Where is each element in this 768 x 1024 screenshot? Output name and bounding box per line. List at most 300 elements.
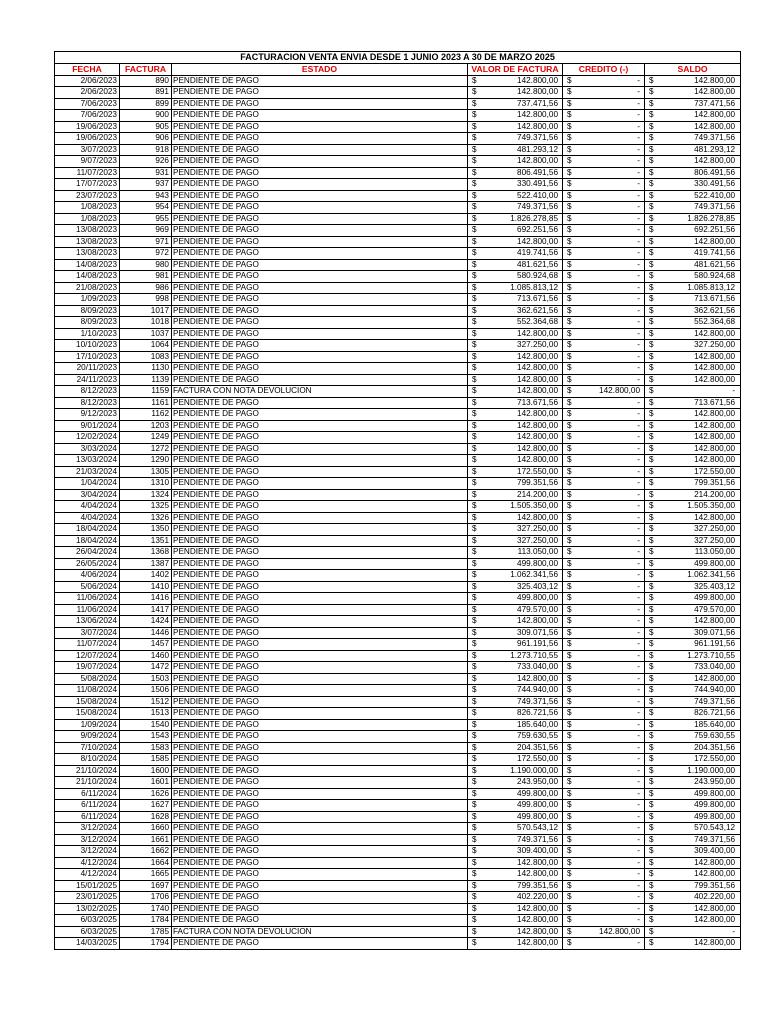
row-saldo-amount: 749.371,56	[694, 133, 736, 142]
table-body	[55, 75, 741, 949]
table-row	[55, 915, 741, 927]
row-date: 3/12/2024	[55, 834, 120, 846]
row-valor-amount: 142.800,00	[517, 455, 558, 464]
row-credito	[563, 305, 645, 317]
currency-symbol: $	[567, 742, 572, 752]
row-credito-amount: -	[637, 305, 640, 315]
row-saldo	[645, 915, 741, 927]
row-factura: 890	[120, 75, 172, 87]
currency-symbol: $	[649, 788, 654, 798]
table-row	[55, 926, 741, 938]
row-saldo	[645, 800, 741, 812]
currency-symbol: $	[472, 869, 477, 878]
row-factura: 1416	[120, 593, 172, 605]
row-date: 5/08/2024	[55, 673, 120, 685]
row-date: 4/04/2024	[55, 501, 120, 513]
row-credito-amount: -	[637, 788, 640, 798]
row-valor-amount: 733.040,00	[517, 662, 558, 671]
row-valor	[468, 443, 563, 455]
currency-symbol: $	[567, 75, 572, 85]
table-row	[55, 443, 741, 455]
row-saldo	[645, 903, 741, 915]
currency-symbol: $	[472, 236, 477, 246]
table-row	[55, 604, 741, 616]
row-saldo	[645, 777, 741, 789]
currency-symbol: $	[649, 455, 654, 464]
currency-symbol: $	[567, 892, 572, 901]
currency-symbol: $	[649, 501, 654, 510]
row-credito-amount: 142.800,00	[599, 386, 640, 395]
row-estado: PENDIENTE DE PAGO	[172, 570, 468, 582]
row-saldo-amount: 142.800,00	[694, 512, 736, 522]
currency-symbol: $	[649, 616, 654, 625]
row-credito	[563, 213, 645, 225]
row-valor-amount: 737.471,56	[517, 98, 558, 108]
row-credito	[563, 202, 645, 214]
row-saldo-amount: 142.800,00	[694, 432, 736, 441]
currency-symbol: $	[649, 179, 654, 188]
currency-symbol: $	[472, 294, 477, 303]
row-valor-amount: 744.940,00	[517, 685, 558, 694]
row-saldo-amount: 419.741,56	[694, 248, 736, 257]
row-valor	[468, 213, 563, 225]
row-valor	[468, 754, 563, 766]
row-credito	[563, 98, 645, 110]
row-credito	[563, 604, 645, 616]
row-credito	[563, 880, 645, 892]
row-estado: PENDIENTE DE PAGO	[172, 535, 468, 547]
row-saldo-amount: 499.800,00	[694, 593, 736, 602]
row-valor	[468, 466, 563, 478]
row-valor	[468, 823, 563, 835]
row-estado: PENDIENTE DE PAGO	[172, 731, 468, 743]
row-estado: PENDIENTE DE PAGO	[172, 512, 468, 524]
row-valor	[468, 397, 563, 409]
table-row	[55, 696, 741, 708]
currency-symbol: $	[567, 719, 572, 729]
row-credito-amount: -	[637, 248, 640, 257]
row-credito-amount: -	[637, 593, 640, 602]
row-valor-amount: 309.400,00	[517, 846, 558, 855]
row-date: 20/11/2023	[55, 363, 120, 375]
row-saldo	[645, 443, 741, 455]
currency-symbol: $	[472, 202, 477, 211]
currency-symbol: $	[567, 317, 572, 326]
row-saldo-amount: -	[732, 926, 736, 936]
row-estado: PENDIENTE DE PAGO	[172, 271, 468, 283]
table-row	[55, 363, 741, 375]
currency-symbol: $	[567, 397, 572, 407]
row-valor-amount: 172.550,00	[517, 466, 558, 476]
currency-symbol: $	[472, 443, 477, 453]
row-saldo-amount: 142.800,00	[694, 409, 736, 418]
row-credito	[563, 524, 645, 536]
row-saldo	[645, 719, 741, 731]
row-date: 18/04/2024	[55, 535, 120, 547]
row-credito-amount: -	[637, 282, 640, 292]
currency-symbol: $	[567, 213, 572, 223]
row-credito-amount: -	[637, 110, 640, 119]
row-valor	[468, 282, 563, 294]
row-credito	[563, 719, 645, 731]
row-valor	[468, 915, 563, 927]
row-estado: PENDIENTE DE PAGO	[172, 121, 468, 133]
row-credito-amount: -	[637, 834, 640, 844]
row-factura: 998	[120, 294, 172, 306]
currency-symbol: $	[567, 167, 572, 177]
currency-symbol: $	[649, 420, 654, 430]
row-credito-amount: -	[637, 915, 640, 924]
table-row	[55, 397, 741, 409]
row-estado: PENDIENTE DE PAGO	[172, 248, 468, 260]
row-credito	[563, 570, 645, 582]
row-saldo	[645, 409, 741, 421]
row-factura: 891	[120, 87, 172, 99]
row-valor-amount: 142.800,00	[517, 915, 558, 924]
table-row	[55, 731, 741, 743]
row-saldo	[645, 156, 741, 168]
row-estado: PENDIENTE DE PAGO	[172, 834, 468, 846]
row-date: 8/10/2024	[55, 754, 120, 766]
currency-symbol: $	[649, 627, 654, 637]
currency-symbol: $	[567, 547, 572, 556]
row-saldo	[645, 259, 741, 271]
currency-symbol: $	[567, 938, 572, 947]
currency-symbol: $	[649, 409, 654, 418]
currency-symbol: $	[649, 869, 654, 878]
row-saldo-amount: 1.826.278,85	[687, 213, 736, 223]
row-valor-amount: 1.190.000,00	[510, 765, 558, 775]
currency-symbol: $	[567, 570, 572, 579]
row-date: 21/10/2024	[55, 777, 120, 789]
row-date: 26/05/2024	[55, 558, 120, 570]
row-date: 17/07/2023	[55, 179, 120, 191]
row-credito	[563, 834, 645, 846]
row-date: 7/10/2024	[55, 742, 120, 754]
row-valor	[468, 604, 563, 616]
table-row	[55, 144, 741, 156]
currency-symbol: $	[649, 926, 654, 936]
table-row	[55, 535, 741, 547]
row-saldo	[645, 213, 741, 225]
row-saldo-amount: 522.410,00	[694, 190, 736, 200]
currency-symbol: $	[649, 834, 654, 844]
row-credito	[563, 455, 645, 467]
currency-symbol: $	[649, 524, 654, 533]
row-date: 1/09/2024	[55, 719, 120, 731]
row-valor-amount: 325.403,12	[517, 581, 558, 591]
row-credito	[563, 294, 645, 306]
row-date: 11/06/2024	[55, 593, 120, 605]
row-estado: PENDIENTE DE PAGO	[172, 420, 468, 432]
row-saldo	[645, 202, 741, 214]
row-credito-amount: -	[637, 673, 640, 683]
row-credito	[563, 926, 645, 938]
row-factura: 1665	[120, 869, 172, 881]
row-saldo	[645, 420, 741, 432]
row-valor	[468, 742, 563, 754]
row-date: 1/08/2023	[55, 213, 120, 225]
row-credito	[563, 121, 645, 133]
row-saldo	[645, 834, 741, 846]
row-date: 15/08/2024	[55, 696, 120, 708]
currency-symbol: $	[567, 903, 572, 913]
row-saldo-amount: 733.040,00	[694, 662, 736, 671]
row-estado: PENDIENTE DE PAGO	[172, 397, 468, 409]
row-saldo-amount: 1.062.341,56	[687, 570, 736, 579]
row-date: 1/04/2024	[55, 478, 120, 490]
row-credito-amount: -	[637, 708, 640, 717]
row-saldo-amount: 327.250,00	[694, 535, 736, 545]
table-row	[55, 627, 741, 639]
currency-symbol: $	[567, 869, 572, 878]
row-valor-amount: 799.351,56	[517, 880, 558, 890]
row-factura: 1472	[120, 662, 172, 674]
row-valor-amount: 499.800,00	[517, 593, 558, 602]
row-valor	[468, 719, 563, 731]
currency-symbol: $	[472, 328, 477, 338]
currency-symbol: $	[567, 880, 572, 890]
row-saldo-amount: 749.371,56	[694, 834, 736, 844]
currency-symbol: $	[567, 443, 572, 453]
row-date: 3/04/2024	[55, 489, 120, 501]
currency-symbol: $	[472, 248, 477, 257]
row-estado: PENDIENTE DE PAGO	[172, 317, 468, 329]
row-estado: PENDIENTE DE PAGO	[172, 98, 468, 110]
table-row	[55, 133, 741, 145]
row-credito-amount: -	[637, 869, 640, 878]
currency-symbol: $	[567, 558, 572, 568]
currency-symbol: $	[649, 144, 654, 154]
table-row	[55, 248, 741, 260]
row-credito	[563, 535, 645, 547]
currency-symbol: $	[567, 673, 572, 683]
row-saldo-amount: 961.191,56	[694, 639, 736, 648]
row-valor-amount: 479.570,00	[517, 604, 558, 614]
row-date: 11/07/2023	[55, 167, 120, 179]
row-estado: PENDIENTE DE PAGO	[172, 616, 468, 628]
currency-symbol: $	[649, 236, 654, 246]
row-valor	[468, 570, 563, 582]
row-credito	[563, 317, 645, 329]
row-valor	[468, 305, 563, 317]
row-estado: FACTURA CON NOTA DEVOLUCION	[172, 926, 468, 938]
row-date: 8/09/2023	[55, 317, 120, 329]
row-credito	[563, 225, 645, 237]
row-estado: FACTURA CON NOTA DEVOLUCION	[172, 386, 468, 398]
currency-symbol: $	[649, 742, 654, 752]
table-row	[55, 259, 741, 271]
row-credito	[563, 190, 645, 202]
row-date: 19/07/2024	[55, 662, 120, 674]
row-factura: 1351	[120, 535, 172, 547]
currency-symbol: $	[649, 478, 654, 487]
row-estado: PENDIENTE DE PAGO	[172, 455, 468, 467]
row-saldo	[645, 317, 741, 329]
row-estado: PENDIENTE DE PAGO	[172, 409, 468, 421]
currency-symbol: $	[649, 857, 654, 867]
currency-symbol: $	[567, 409, 572, 418]
row-credito	[563, 915, 645, 927]
row-saldo-amount: 499.800,00	[694, 811, 736, 821]
currency-symbol: $	[472, 558, 477, 568]
row-valor	[468, 616, 563, 628]
currency-symbol: $	[567, 777, 572, 786]
row-credito	[563, 75, 645, 87]
currency-symbol: $	[472, 144, 477, 154]
row-credito-amount: -	[637, 466, 640, 476]
currency-symbol: $	[649, 351, 654, 361]
row-estado: PENDIENTE DE PAGO	[172, 363, 468, 375]
row-date: 11/07/2024	[55, 639, 120, 651]
currency-symbol: $	[649, 673, 654, 683]
row-saldo-amount: 142.800,00	[694, 857, 736, 867]
row-saldo	[645, 846, 741, 858]
row-factura: 1325	[120, 501, 172, 513]
row-credito-amount: -	[637, 259, 640, 269]
currency-symbol: $	[567, 432, 572, 441]
row-saldo	[645, 98, 741, 110]
row-credito-amount: -	[637, 535, 640, 545]
row-date: 13/08/2023	[55, 248, 120, 260]
row-valor	[468, 846, 563, 858]
row-credito-amount: -	[637, 213, 640, 223]
table-row	[55, 524, 741, 536]
row-valor	[468, 98, 563, 110]
currency-symbol: $	[472, 225, 477, 234]
row-saldo	[645, 87, 741, 99]
row-factura: 1310	[120, 478, 172, 490]
currency-symbol: $	[567, 846, 572, 855]
row-credito	[563, 800, 645, 812]
row-factura: 1272	[120, 443, 172, 455]
invoice-table	[54, 51, 741, 950]
row-valor-amount: 580.924,68	[517, 271, 558, 280]
row-valor-amount: 1.273.710,55	[510, 650, 558, 660]
row-date: 6/03/2025	[55, 915, 120, 927]
currency-symbol: $	[649, 363, 654, 372]
row-saldo-amount: 172.550,00	[694, 466, 736, 476]
currency-symbol: $	[649, 604, 654, 614]
table-row	[55, 593, 741, 605]
row-credito	[563, 811, 645, 823]
currency-symbol: $	[472, 742, 477, 752]
row-estado: PENDIENTE DE PAGO	[172, 788, 468, 800]
row-saldo	[645, 570, 741, 582]
row-valor	[468, 788, 563, 800]
currency-symbol: $	[649, 547, 654, 556]
row-valor	[468, 340, 563, 352]
currency-symbol: $	[567, 340, 572, 349]
row-credito	[563, 259, 645, 271]
row-valor-amount: 499.800,00	[517, 788, 558, 798]
row-credito	[563, 328, 645, 340]
row-factura: 1402	[120, 570, 172, 582]
row-valor	[468, 639, 563, 651]
currency-symbol: $	[649, 811, 654, 821]
row-estado: PENDIENTE DE PAGO	[172, 340, 468, 352]
row-credito-amount: -	[637, 87, 640, 96]
row-valor	[468, 857, 563, 869]
row-estado: PENDIENTE DE PAGO	[172, 846, 468, 858]
row-estado: PENDIENTE DE PAGO	[172, 823, 468, 835]
row-factura: 1661	[120, 834, 172, 846]
currency-symbol: $	[472, 708, 477, 717]
row-credito	[563, 903, 645, 915]
row-date: 21/08/2023	[55, 282, 120, 294]
row-credito	[563, 110, 645, 122]
row-valor	[468, 880, 563, 892]
row-valor-amount: 142.800,00	[517, 328, 558, 338]
row-credito-amount: -	[637, 340, 640, 349]
currency-symbol: $	[649, 696, 654, 706]
table-row	[55, 328, 741, 340]
row-valor-amount: 362.621,56	[517, 305, 558, 315]
currency-symbol: $	[567, 604, 572, 614]
row-saldo-amount: 806.491,56	[694, 167, 736, 177]
currency-symbol: $	[472, 650, 477, 660]
row-saldo	[645, 696, 741, 708]
row-credito	[563, 478, 645, 490]
currency-symbol: $	[472, 282, 477, 292]
row-valor	[468, 420, 563, 432]
row-valor-amount: 481.293,12	[517, 144, 558, 154]
row-date: 3/12/2024	[55, 823, 120, 835]
currency-symbol: $	[649, 765, 654, 775]
row-saldo-amount: 499.800,00	[694, 788, 736, 798]
row-valor-amount: 142.800,00	[517, 926, 558, 936]
row-saldo	[645, 869, 741, 881]
row-saldo	[645, 478, 741, 490]
row-valor-amount: 142.800,00	[517, 363, 558, 372]
currency-symbol: $	[649, 271, 654, 280]
currency-symbol: $	[472, 87, 477, 96]
currency-symbol: $	[567, 639, 572, 648]
currency-symbol: $	[649, 731, 654, 740]
row-factura: 1626	[120, 788, 172, 800]
row-credito	[563, 156, 645, 168]
row-date: 8/09/2023	[55, 305, 120, 317]
row-valor-amount: 142.800,00	[517, 432, 558, 441]
row-credito-amount: -	[637, 524, 640, 533]
row-saldo	[645, 673, 741, 685]
row-valor	[468, 328, 563, 340]
row-credito-amount: -	[637, 455, 640, 464]
row-factura: 1159	[120, 386, 172, 398]
currency-symbol: $	[649, 512, 654, 522]
currency-symbol: $	[472, 374, 477, 384]
row-date: 5/06/2024	[55, 581, 120, 593]
table-row	[55, 823, 741, 835]
row-factura: 1417	[120, 604, 172, 616]
row-estado: PENDIENTE DE PAGO	[172, 75, 468, 87]
row-valor	[468, 581, 563, 593]
row-saldo	[645, 363, 741, 375]
row-credito	[563, 501, 645, 513]
currency-symbol: $	[649, 248, 654, 257]
currency-symbol: $	[472, 593, 477, 602]
row-valor-amount: 327.250,00	[517, 340, 558, 349]
header-estado: ESTADO	[172, 64, 468, 76]
row-estado: PENDIENTE DE PAGO	[172, 225, 468, 237]
row-valor	[468, 156, 563, 168]
row-valor-amount: 749.371,56	[517, 133, 558, 142]
row-credito-amount: -	[637, 581, 640, 591]
currency-symbol: $	[472, 397, 477, 407]
row-estado: PENDIENTE DE PAGO	[172, 708, 468, 720]
row-saldo-amount: 142.800,00	[694, 938, 736, 947]
currency-symbol: $	[567, 593, 572, 602]
